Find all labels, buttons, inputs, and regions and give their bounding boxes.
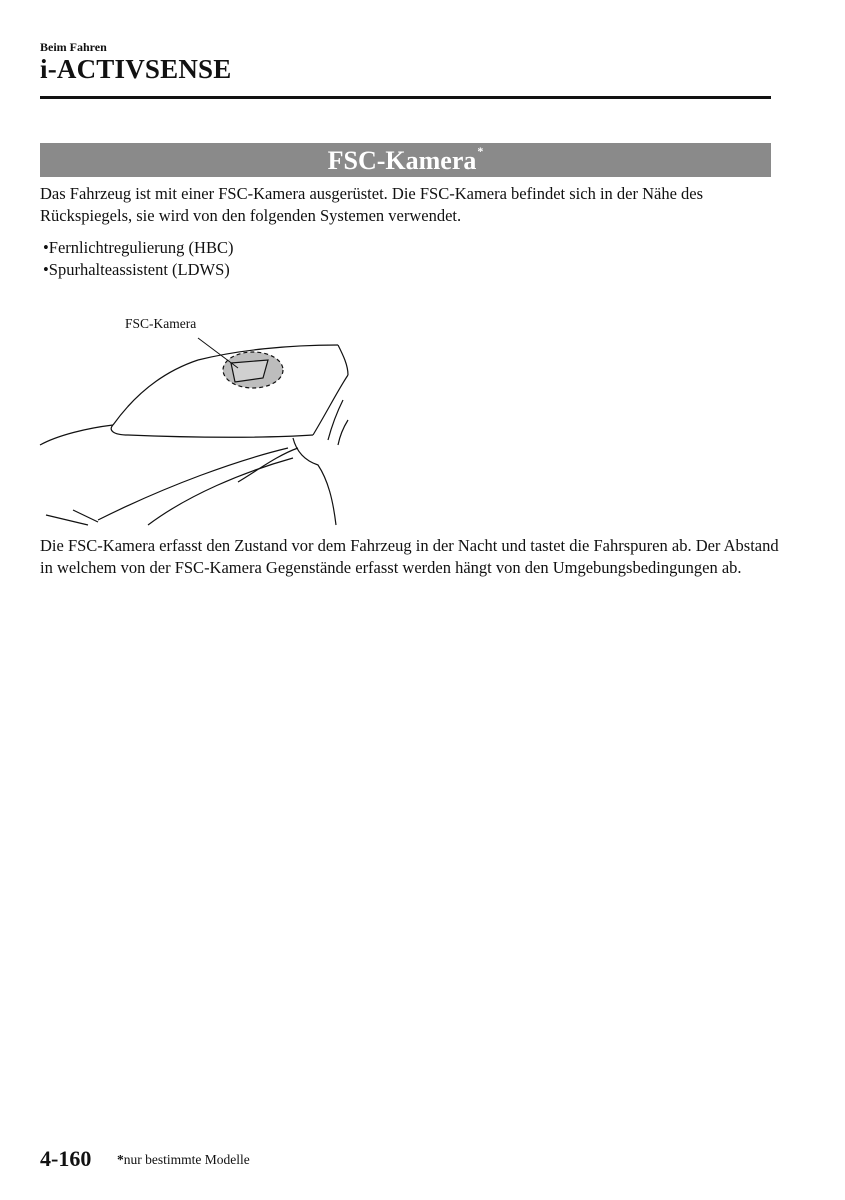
page-number: 4-160 <box>40 1146 92 1171</box>
list-item <box>43 237 233 259</box>
optional-equipment-marker: * <box>477 144 484 158</box>
hood-left <box>40 425 113 445</box>
outro-paragraph: Die FSC-Kamera erfasst den Zustand vor dem Fahrzeug in der Nacht und tastet die Fahrspuren ab. Der Abstand in welchem von der FSC-Kamera Gegenstände erfasst werden hängt von den Umgebungsbedingungen ab. <box>40 536 779 577</box>
hood-contour <box>98 448 288 520</box>
section-heading <box>40 143 771 177</box>
footnote <box>117 1152 250 1168</box>
figure-callout: FSC-Kamera <box>125 316 197 331</box>
cowl-line <box>111 425 313 437</box>
a-pillar-right <box>313 375 348 435</box>
chapter-divider <box>40 96 771 99</box>
section-title: FSC-Kamera <box>327 146 477 175</box>
system-list <box>43 237 233 281</box>
footnote-text: nur bestimmte Modelle <box>123 1152 250 1167</box>
list-item <box>43 259 233 281</box>
a-pillar-left <box>113 360 198 425</box>
list-item-text: Fernlichtregulierung (HBC) <box>48 238 234 257</box>
windshield-camera-illustration <box>38 310 358 530</box>
roof-corner <box>338 345 348 375</box>
list-item-text: Spurhalteassistent (LDWS) <box>48 260 230 279</box>
running-header: Beim Fahren <box>40 40 107 54</box>
intro-paragraph: Das Fahrzeug ist mit einer FSC-Kamera ausgerüstet. Die FSC-Kamera befindet sich in der Nähe des Rückspiegels, sie wird von den folgenden Systemen verwendet. <box>40 184 704 225</box>
chapter-title: i-ACTIVSENSE <box>40 54 232 84</box>
footnote-marker: * <box>117 1152 124 1167</box>
